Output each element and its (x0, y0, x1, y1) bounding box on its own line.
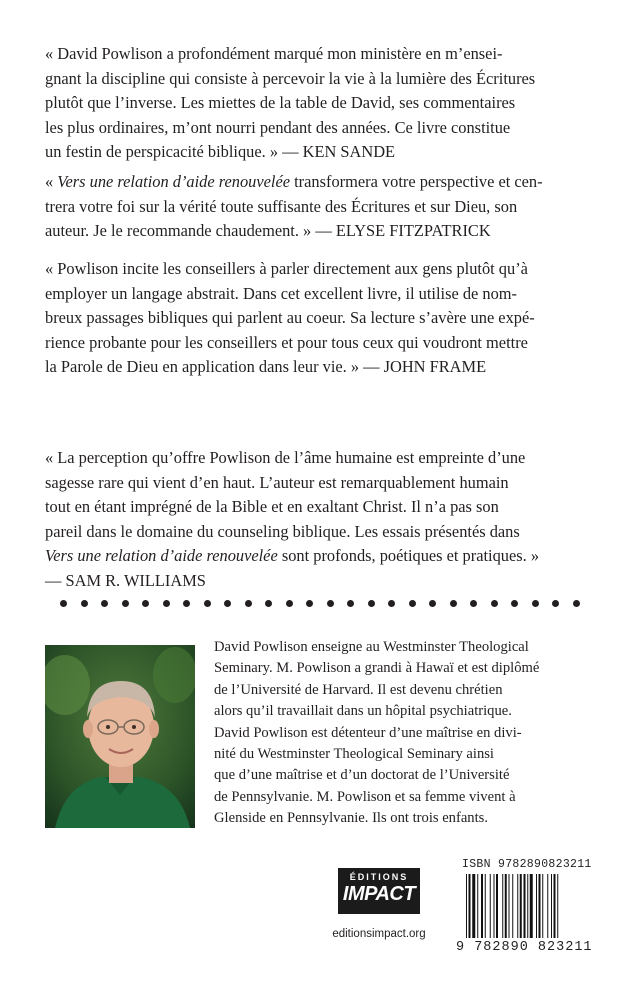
quote-line: pareil dans le domaine du counseling biblique. Les essais présentés dans (45, 521, 520, 541)
barcode-bar (496, 874, 498, 938)
separator-dot (552, 600, 559, 607)
separator-dot (183, 600, 190, 607)
barcode-bar (517, 874, 518, 938)
separator-dot (101, 600, 108, 607)
barcode-icon (466, 874, 592, 938)
quote-line: les plus ordinaires, m’ont nourri pendant des années. Ce livre constitue (45, 117, 511, 137)
publisher-website: editionsimpact.org (332, 928, 426, 940)
separator-dot (224, 600, 231, 607)
separator-dot (388, 600, 395, 607)
book-title: Vers une relation d’aide renouvelée (57, 172, 291, 191)
separator-dot (327, 600, 334, 607)
separator-dot (573, 600, 580, 607)
separator-dot (122, 600, 129, 607)
quote-attribution: — SAM R. WILLIAMS (45, 570, 206, 590)
barcode-bar (542, 874, 543, 938)
author-bio (214, 637, 594, 830)
bio-line: Seminary. M. Powlison a grandi à Hawaï et est diplômé (214, 660, 540, 677)
endorsement-sam-williams (45, 446, 593, 594)
quote-line: « Vers une relation d’aide renouvelée transformera votre perspective et cen- (45, 172, 543, 191)
separator-dot (204, 600, 211, 607)
separator-dot (470, 600, 477, 607)
quote-line: Vers une relation d’aide renouvelée sont profonds, poétiques et pratiques. » (45, 546, 540, 566)
separator-dot (245, 600, 252, 607)
barcode-bar (509, 874, 510, 938)
isbn-label: ISBN 9782890823211 (462, 858, 592, 871)
quote-line: breux passages bibliques qui parlent au coeur. Sa lecture s’avère une expé- (45, 308, 535, 328)
barcode-bar (485, 874, 486, 938)
barcode-bar (512, 874, 513, 938)
quote-line: gnant la discipline qui consiste à percevoir la vie à la lumière des Écritures (45, 68, 536, 88)
separator-dot (511, 600, 518, 607)
quote-line: auteur. Je le recommande chaudement. » — ELYSE FITZPATRICK (45, 221, 491, 241)
separator-dot (81, 600, 88, 607)
quote-line: rience probante pour les conseillers et pour tous ceux qui voudront mettre (45, 332, 528, 352)
barcode-bar (494, 874, 495, 938)
barcode-bar (469, 874, 471, 938)
quote-line: trera votre foi sur la vérité toute suffisante des Écritures et sur Dieu, son (45, 196, 518, 216)
book-title: Vers une relation d’aide renouvelée (45, 546, 278, 566)
separator-dot (163, 600, 170, 607)
bio-line: nité du Westminster Theological Seminary ainsi (214, 746, 494, 763)
barcode-bar (524, 874, 526, 938)
logo-main-text: IMPACT (342, 883, 416, 905)
quote-line: « Powlison incite les conseillers à parler directement aux gens plutôt qu’à (45, 259, 528, 278)
quote-line: « David Powlison a profondément marqué mon ministère en m’ensei- (45, 44, 503, 63)
barcode-bar (481, 874, 483, 938)
barcode-bar (547, 874, 548, 938)
separator-dot (450, 600, 457, 607)
logo-top-text: ÉDITIONS (349, 872, 409, 882)
bio-line: David Powlison enseigne au Westminster Theological (214, 639, 529, 655)
barcode-bar (477, 874, 478, 938)
barcode-bar (502, 874, 503, 938)
quote-line: tout en étant imprégné de la Bible et en exaltant Christ. Il n’a pas son (45, 497, 499, 517)
separator-dot (286, 600, 293, 607)
quote-line: « La perception qu’offre Powlison de l’âme humaine est empreinte d’une (45, 448, 526, 467)
separator-dot (532, 600, 539, 607)
separator-dot (491, 600, 498, 607)
barcode-bar (530, 874, 533, 938)
bio-line: Glenside en Pennsylvanie. Ils ont trois enfants. (214, 810, 488, 827)
quote-line: plutôt que l’inverse. Les miettes de la table de David, ses commentaires (45, 93, 516, 113)
barcode-bar (557, 874, 558, 938)
barcode-bar (466, 874, 467, 938)
endorsement-ken-sande (45, 42, 593, 165)
quote-line: sagesse rare qui vient d’en haut. L’auteur est remarquablement humain (45, 472, 509, 492)
endorsement-elyse-fitzpatrick (45, 170, 593, 244)
quote-line: employer un langage abstrait. Dans cet excellent livre, il utilise de nom- (45, 283, 517, 303)
dot-separator (60, 600, 580, 607)
publisher-logo (338, 868, 420, 914)
quote-line: un festin de perspicacité biblique. » — KEN SANDE (45, 142, 396, 162)
bio-line: de l’Université de Harvard. Il est devenu chrétien (214, 681, 503, 698)
barcode-bar (527, 874, 528, 938)
quote-line: la Parole de Dieu en application dans leur vie. » — JOHN FRAME (45, 357, 487, 377)
barcode-bar (551, 874, 552, 938)
bio-line: que d’une maîtrise et d’un doctorat de l’Université (214, 767, 510, 784)
barcode-number: 9 782890 823211 (456, 940, 593, 955)
separator-dot (429, 600, 436, 607)
author-photo (45, 645, 195, 828)
separator-dot (409, 600, 416, 607)
separator-dot (142, 600, 149, 607)
bio-line: alors qu’il travaillait dans un hôpital psychiatrique. (214, 703, 512, 720)
bio-line: de Pennsylvanie. M. Powlison et sa femme vivent à (214, 788, 516, 805)
separator-dot (265, 600, 272, 607)
author-portrait (45, 645, 195, 828)
barcode-bar (539, 874, 541, 938)
separator-dot (60, 600, 67, 607)
separator-dot (368, 600, 375, 607)
endorsement-john-frame (45, 257, 593, 380)
barcode-bar (505, 874, 507, 938)
barcode-bar (472, 874, 475, 938)
separator-dot (347, 600, 354, 607)
barcode-bar (520, 874, 522, 938)
barcode-bar (554, 874, 556, 938)
bio-line: David Powlison est détenteur d’une maîtrise en divi- (214, 724, 522, 741)
barcode-bar (490, 874, 491, 938)
barcode-bar (536, 874, 537, 938)
separator-dot (306, 600, 313, 607)
